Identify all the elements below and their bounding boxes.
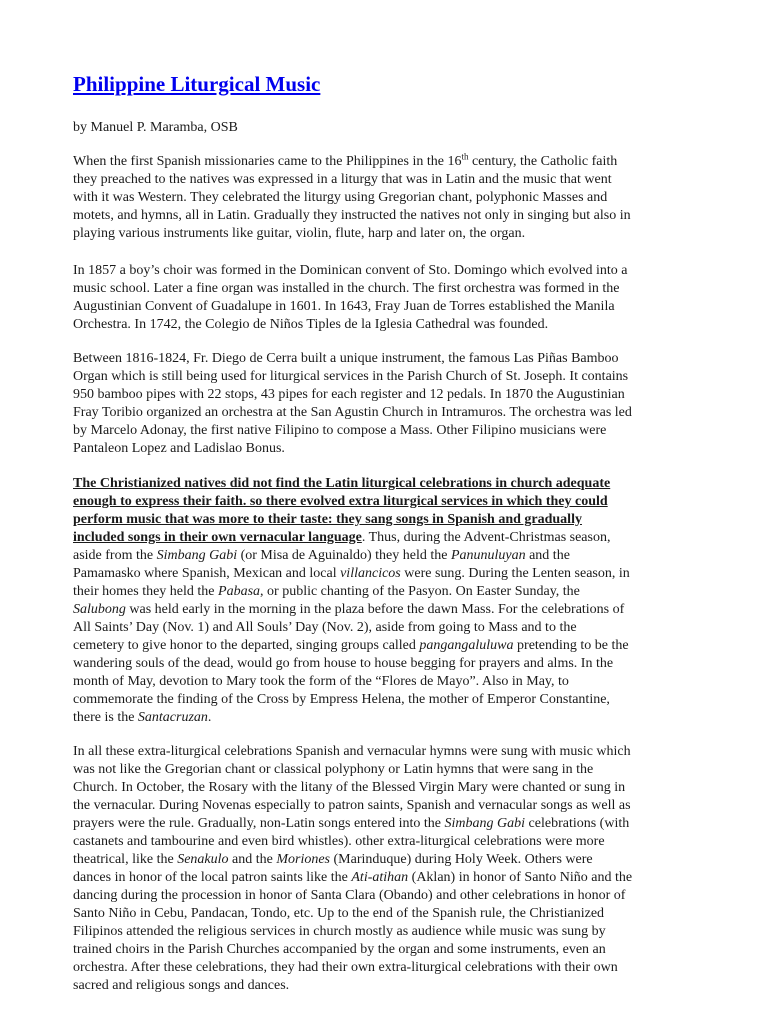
text-line: Between 1816-1824, Fr. Diego de Cerra built a unique instrument, the famous Las Piñas Bamboo — [73, 351, 619, 366]
text-run: Santo Niño in Cebu, Pandacan, Tondo, etc. Up to the end of the Spanish rule, the Christianized — [73, 906, 605, 921]
italic-term: pangangaluluwa — [419, 638, 514, 653]
italic-term: Moriones — [276, 852, 331, 867]
text-line — [73, 851, 693, 869]
text-line — [73, 743, 693, 761]
paragraph-vernacular-hymns — [73, 743, 693, 995]
text-line: Augustinian Convent of Guadalupe in 1601. In 1643, Fray Juan de Torres established the Manila — [73, 299, 615, 314]
text-line — [73, 941, 693, 959]
text-run: dancing during the procession in honor of Santa Clara (Obando) and other celebrations in honor of — [73, 888, 626, 903]
italic-term: villancicos — [340, 566, 401, 581]
text-line: music school. Later a fine organ was installed in the church. The first orchestra was formed in the — [73, 281, 620, 296]
emphasized-text: The Christianized natives did not find the Latin liturgical celebrations in church adequate — [73, 476, 611, 491]
italic-term: Salubong — [73, 602, 126, 617]
text-line — [73, 761, 693, 779]
text-line — [73, 529, 693, 547]
text-run: (or Misa de Aguinaldo) they held the — [237, 548, 451, 563]
text-run: . Thus, during the Advent-Christmas season, — [361, 530, 611, 545]
text-line — [73, 959, 693, 977]
text-line — [73, 673, 693, 691]
text-line — [73, 869, 693, 887]
text-run: there is the — [73, 710, 138, 725]
text-line: When the first Spanish missionaries came to the Philippines in the 16th century, the Catholic faith — [73, 151, 618, 169]
emphasized-text: perform music that was more to their taste: they sang songs in Spanish and gradually — [73, 512, 582, 527]
text-line: Pantaleon Lopez and Ladislao Bonus. — [73, 441, 285, 456]
text-run: , or public chanting of the Pasyon. On Easter Sunday, the — [260, 584, 580, 599]
text-run: orchestra. After these celebrations, they had their own extra-liturgical celebrations with their own — [73, 960, 618, 975]
text-line — [73, 655, 693, 673]
paragraph-spanish-missionaries — [73, 153, 693, 243]
text-run: Filipinos attended the religious services in church mostly as audience while music was sung by — [73, 924, 606, 939]
text-run: the vernacular. During Novenas especially to patron saints, Spanish and vernacular songs as well as — [73, 798, 631, 813]
text-run: (Marinduque) during Holy Week. Others were — [330, 852, 593, 867]
text-run: (Aklan) in honor of Santo Niño and the — [408, 870, 633, 885]
text-line — [73, 583, 693, 601]
text-line: Fray Toribio organized an orchestra at the San Agustin Church in Intramuros. The orchestra was led — [73, 405, 632, 420]
text-run: and the — [525, 548, 570, 563]
text-line: Orchestra. In 1742, the Colegio de Niños Tiples de la Iglesia Cathedral was founded. — [73, 317, 549, 332]
text-line — [73, 923, 693, 941]
superscript: th — [461, 151, 469, 162]
italic-term: Santacruzan — [137, 710, 208, 725]
paragraph-bamboo-organ — [73, 350, 693, 458]
text-line — [73, 797, 693, 815]
text-line — [73, 779, 693, 797]
text-run: theatrical, like the — [73, 852, 178, 867]
text-line — [73, 977, 693, 995]
text-run: In all these extra-liturgical celebrations Spanish and vernacular hymns were sung with music which — [73, 744, 631, 759]
text-run: prayers were the rule. Gradually, non-Latin songs entered into the — [73, 816, 445, 831]
text-line — [73, 905, 693, 923]
text-line — [73, 691, 693, 709]
italic-term: Simbang Gabi — [156, 548, 238, 563]
text-run: dances in honor of the local patron saints like the — [73, 870, 352, 885]
text-line: Organ which is still being used for liturgical services in the Parish Church of St. Joseph. It contains — [73, 369, 629, 384]
text-line — [73, 493, 693, 511]
text-run: aside from the — [73, 548, 157, 563]
text-line — [73, 547, 693, 565]
text-run: month of May, devotion to Mary took the form of the “Flores de Mayo”. Also in May, to — [73, 674, 569, 689]
text-line: with it was Western. They celebrated the liturgy using Gregorian chant, polyphonic Masses and — [73, 190, 608, 205]
text-run: castanets and tambourine and even bird whistles). other extra-liturgical celebrations were more — [73, 834, 605, 849]
text-run: . — [207, 710, 212, 725]
text-line: by Marcelo Adonay, the first native Filipino to compose a Mass. Other Filipino musicians were — [73, 423, 607, 438]
text-line — [73, 475, 693, 493]
text-line: motets, and hymns, all in Latin. Gradually they instructed the natives not only in singing but also in — [73, 208, 631, 223]
text-run: wandering souls of the dead, would go from house to house begging for prayers and alms. In the — [73, 656, 614, 671]
italic-term: Ati-atihan — [351, 870, 409, 885]
text-line — [73, 601, 693, 619]
text-run: All Saints’ Day (Nov. 1) and All Souls’ Day (Nov. 2), aside from going to Mass and to the — [73, 620, 577, 635]
paragraph-extra-liturgical-services — [73, 475, 693, 727]
text-line: they preached to the natives was expressed in a liturgy that was in Latin and the music that went — [73, 172, 612, 187]
text-run: commemorate the finding of the Cross by Empress Helena, the mother of Emperor Constantine, — [73, 692, 610, 707]
text-run: and the — [228, 852, 277, 867]
text-line — [73, 815, 693, 833]
text-run: Pamamasko where Spanish, Mexican and local — [73, 566, 341, 581]
text-line — [73, 637, 693, 655]
italic-term: Senakulo — [177, 852, 229, 867]
emphasized-text: included songs in their own vernacular language — [73, 530, 362, 545]
italic-term: Pabasa — [218, 584, 261, 599]
text-run: were sung. During the Lenten season, in — [400, 566, 630, 581]
text-run: sacred and religious songs and dances. — [73, 978, 290, 993]
text-line — [73, 619, 693, 637]
text-run: their homes they held the — [73, 584, 219, 599]
text-run: cemetery to give honor to the departed, singing groups called — [73, 638, 420, 653]
text-run: was not like the Gregorian chant or classical polyphony or Latin hymns that were sang in the — [73, 762, 594, 777]
page-title[interactable]: Philippine Liturgical Music — [73, 72, 321, 96]
author-byline: by Manuel P. Maramba, OSB — [73, 120, 238, 135]
text-line — [73, 709, 693, 727]
text-line — [73, 565, 693, 583]
text-run: trained choirs in the Parish Churches accompanied by the organ and some instruments, even an — [73, 942, 606, 957]
text-line: 950 bamboo pipes with 22 stops, 43 pipes for each register and 12 pedals. In 1870 the Augustinian — [73, 387, 625, 402]
text-run: pretending to be the — [513, 638, 629, 653]
text-run: celebrations (with — [525, 816, 630, 831]
italic-term: Simbang Gabi — [444, 816, 526, 831]
text-run: Church. In October, the Rosary with the litany of the Blessed Virgin Mary were chanted or sung in — [73, 780, 626, 795]
text-line: playing various instruments like guitar, violin, flute, harp and later on, the organ. — [73, 226, 526, 241]
emphasized-text: enough to express their faith. so there evolved extra liturgical services in which they could — [73, 494, 608, 509]
paragraph-boys-choir — [73, 262, 693, 334]
text-line — [73, 833, 693, 851]
text-line: In 1857 a boy’s choir was formed in the Dominican convent of Sto. Domingo which evolved into a — [73, 263, 628, 278]
italic-term: Panunuluyan — [450, 548, 526, 563]
text-line — [73, 511, 693, 529]
text-line — [73, 887, 693, 905]
text-run: was held early in the morning in the plaza before the dawn Mass. For the celebrations of — [125, 602, 625, 617]
